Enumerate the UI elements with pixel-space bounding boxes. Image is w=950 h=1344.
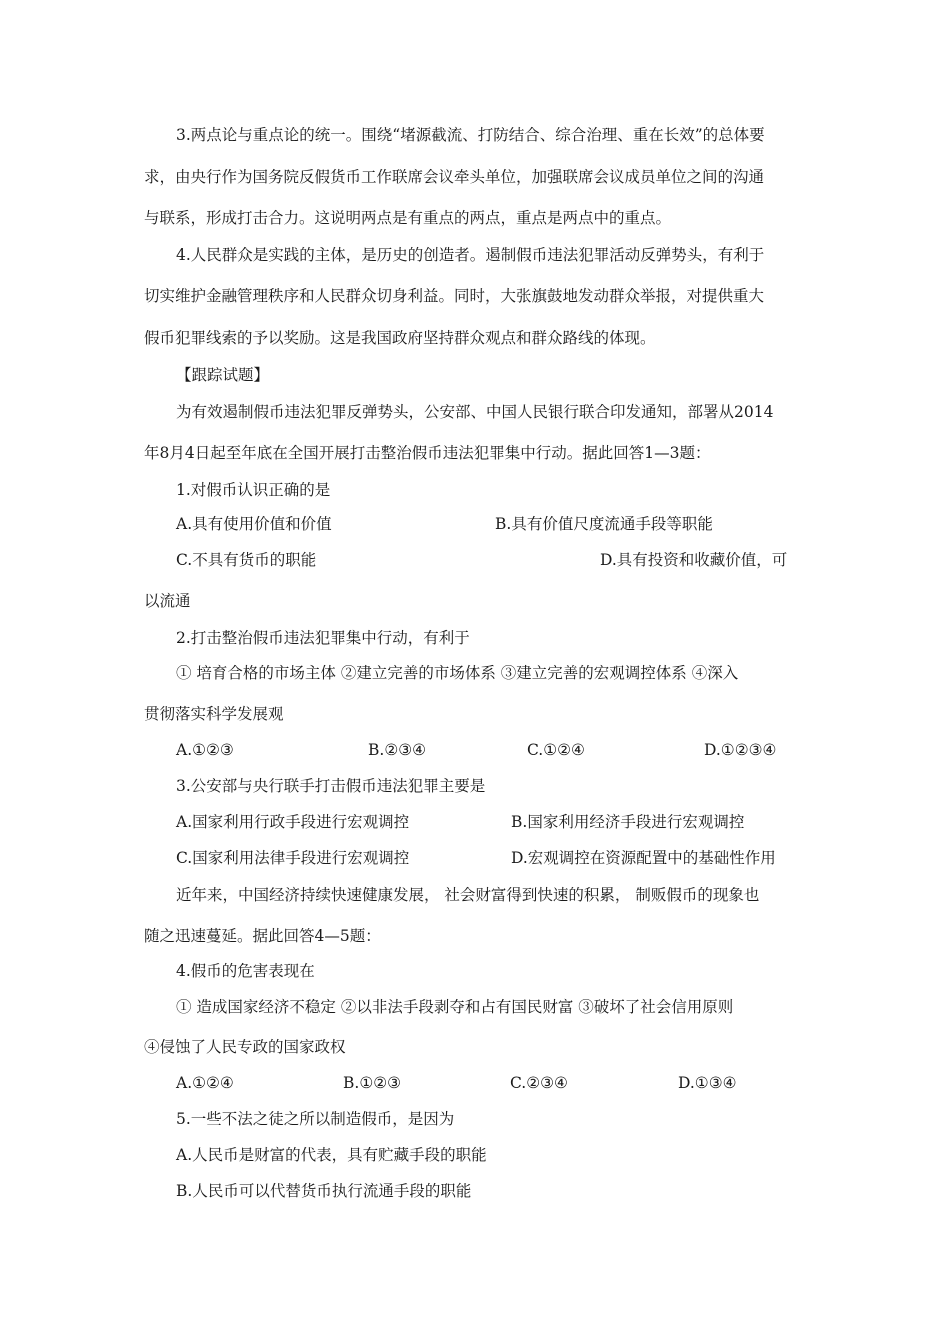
q1-option-d-continued: 以流通 xyxy=(144,592,191,610)
q3-option-c: C.国家利用法律手段进行宏观调控 xyxy=(176,849,410,867)
q4-stem: 4.假币的危害表现在 xyxy=(176,962,315,980)
q4-option-b: B.①②③ xyxy=(343,1074,402,1092)
q2-stem: 2.打击整治假币违法犯罪集中行动，有利于 xyxy=(176,629,470,647)
analysis-p3-line3: 与联系，形成打击合力。这说明两点是有重点的两点，重点是两点中的重点。 xyxy=(144,209,672,227)
analysis-p3-line2: 求，由央行作为国务院反假货币工作联席会议牵头单位，加强联席会议成员单位之间的沟通 xyxy=(144,168,765,186)
q5-option-a: A.人民币是财富的代表，具有贮藏手段的职能 xyxy=(176,1146,487,1164)
q2-items-line2: 贯彻落实科学发展观 xyxy=(144,705,284,723)
analysis-p4-line2: 切实维护金融管理秩序和人民群众切身利益。同时，大张旗鼓地发动群众举报，对提供重大 xyxy=(144,287,765,305)
q1-stem: 1.对假币认识正确的是 xyxy=(176,481,331,499)
q1-option-b: B.具有价值尺度流通手段等职能 xyxy=(495,515,713,533)
section-title: 【跟踪试题】 xyxy=(176,366,270,384)
q4-option-c: C.②③④ xyxy=(510,1074,568,1092)
intro1-line2: 年8月4日起至年底在全国开展打击整治假币违法犯罪集中行动。据此回答1—3题： xyxy=(144,444,711,462)
q3-option-d: D.宏观调控在资源配置中的基础性作用 xyxy=(511,849,776,867)
q4-items-line2: ④侵蚀了人民专政的国家政权 xyxy=(144,1038,346,1056)
q3-option-a: A.国家利用行政手段进行宏观调控 xyxy=(176,813,410,831)
q3-stem: 3.公安部与央行联手打击假币违法犯罪主要是 xyxy=(176,777,486,795)
q3-option-b: B.国家利用经济手段进行宏观调控 xyxy=(511,813,745,831)
q1-option-a: A.具有使用价值和价值 xyxy=(176,515,332,533)
intro2-line2: 随之迅速蔓延。据此回答4—5题： xyxy=(144,927,381,945)
intro2-line1: 近年来，中国经济持续快速健康发展， 社会财富得到快速的积累， 制贩假币的现象也 xyxy=(176,886,760,904)
q5-option-b: B.人民币可以代替货币执行流通手段的职能 xyxy=(176,1182,472,1200)
q4-items-line1: ① 造成国家经济不稳定 ②以非法手段剥夺和占有国民财富 ③破坏了社会信用原则 xyxy=(176,998,734,1016)
analysis-p4-line1: 4.人民群众是实践的主体，是历史的创造者。遏制假币违法犯罪活动反弹势头，有利于 xyxy=(176,246,765,264)
q2-option-b: B.②③④ xyxy=(368,741,427,759)
q2-option-c: C.①②④ xyxy=(527,741,585,759)
analysis-p3-line1: 3.两点论与重点论的统一。围绕“堵源截流、打防结合、综合治理、重在长效”的总体要 xyxy=(176,126,765,144)
q1-option-c: C.不具有货币的职能 xyxy=(176,551,317,569)
q2-items-line1: ① 培育合格的市场主体 ②建立完善的市场体系 ③建立完善的宏观调控体系 ④深入 xyxy=(176,664,739,682)
q4-option-a: A.①②④ xyxy=(176,1074,234,1092)
analysis-p4-line3: 假币犯罪线索的予以奖励。这是我国政府坚持群众观点和群众路线的体现。 xyxy=(144,329,656,347)
q1-option-d: D.具有投资和收藏价值，可 xyxy=(600,551,788,569)
q2-option-d: D.①②③④ xyxy=(704,741,777,759)
q2-option-a: A.①②③ xyxy=(176,741,234,759)
q4-option-d: D.①③④ xyxy=(678,1074,737,1092)
intro1-line1: 为有效遏制假币违法犯罪反弹势头，公安部、中国人民银行联合印发通知，部署从2014 xyxy=(176,403,774,421)
q5-stem: 5.一些不法之徒之所以制造假币，是因为 xyxy=(176,1110,455,1128)
